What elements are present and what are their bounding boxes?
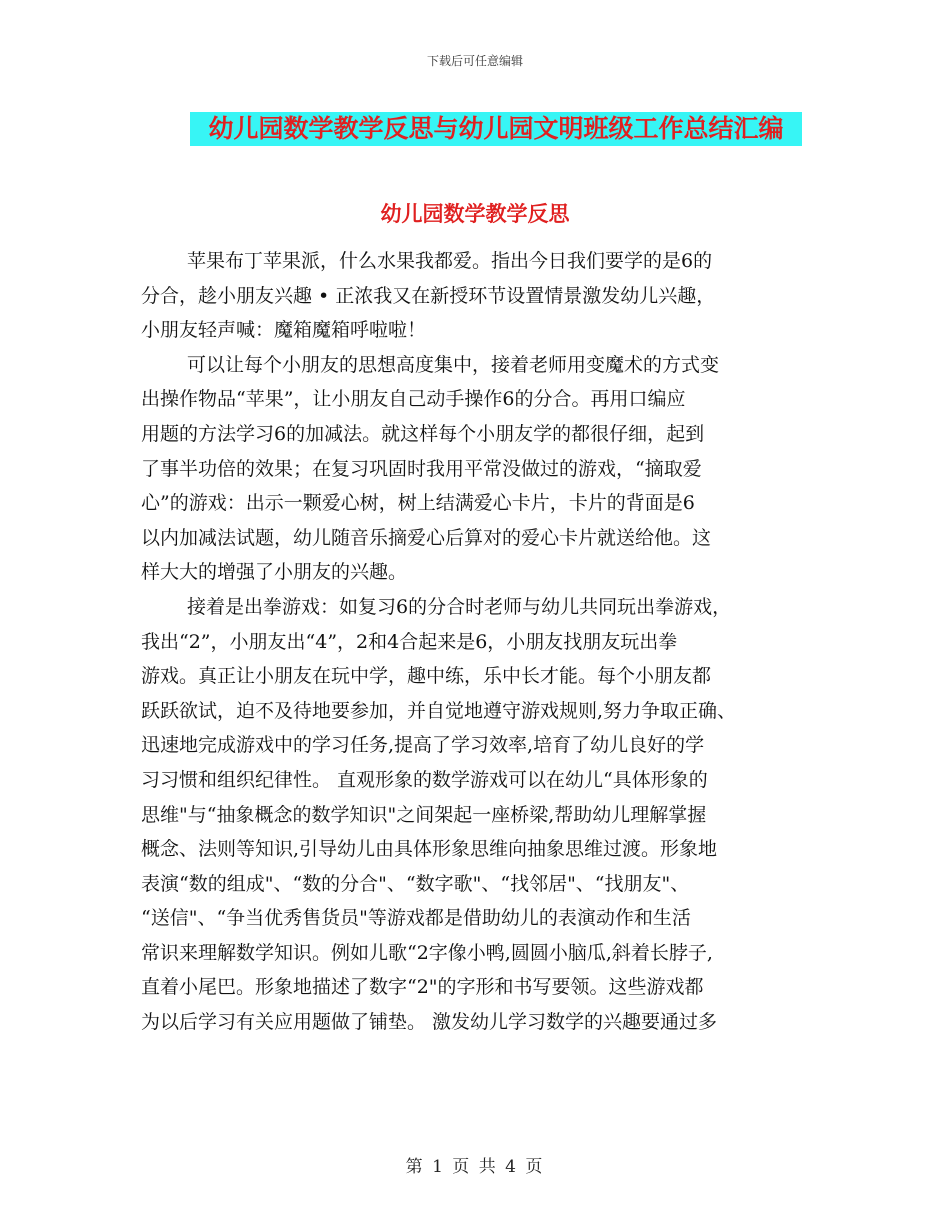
text-line: “送信"、“争当优秀售货员"等游戏都是借助幼儿的表演动作和生活 — [141, 907, 691, 930]
page-header-note: 下载后可任意编辑 — [426, 54, 523, 68]
document-title: 幼儿园数学教学反思与幼儿园文明班级工作总结汇编 — [190, 112, 802, 146]
body-text — [141, 244, 821, 1040]
page-number: 第 1 页 共 4 页 — [405, 1157, 545, 1177]
text-line: 思维"与“抽象概念的数学知识"之间架起一座桥梁,帮助幼儿理解掌握 — [141, 803, 707, 826]
text-line: 常识来理解数学知识。例如儿歌“2字像小鸭,圆圆小脑瓜,斜着长脖子, — [141, 941, 713, 964]
text-line: 了事半功倍的效果；在复习巩固时我用平常没做过的游戏，“摘取爱 — [141, 457, 702, 480]
text-line: 接着是出拳游戏：如复习6的分合时老师与幼儿共同玩出拳游戏， — [187, 595, 732, 618]
text-line: 用题的方法学习6的加减法。就这样每个小朋友学的都很仔细，起到 — [141, 422, 705, 445]
text-line: 可以让每个小朋友的思想高度集中，接着老师用变魔术的方式变 — [187, 353, 720, 376]
text-line: 表演“数的组成"、“数的分合"、“数字歌"、“找邻居"、“找朋友"、 — [141, 872, 690, 895]
text-line: 我出“2”，小朋友出“4”，2和4合起来是6，小朋友找朋友玩出拳 — [141, 630, 678, 653]
text-line: 迅速地完成游戏中的学习任务,提高了学习效率,培育了幼儿良好的学 — [141, 734, 705, 757]
text-line: 样大大的增强了小朋友的兴趣。 — [141, 561, 408, 584]
text-line: 为以后学习有关应用题做了铺垫。 激发幼儿学习数学的兴趣要通过多 — [141, 1011, 718, 1034]
text-line: 苹果布丁苹果派，什么水果我都爱。指出今日我们要学的是6的 — [187, 250, 713, 272]
text-line: 心”的游戏：出示一颗爱心树，树上结满爱心卡片，卡片的背面是6 — [141, 492, 695, 515]
text-line: 分合，趁小朋友兴趣 • 正浓我又在新授环节设置情景激发幼儿兴趣， — [141, 284, 716, 307]
text-line: 以内加减法试题，幼儿随音乐摘爱心后算对的爱心卡片就送给他。这 — [141, 526, 712, 549]
text-line: 出操作物品“苹果”，让小朋友自己动手操作6的分合。再用口编应 — [141, 388, 686, 411]
text-line: 小朋友轻声喊：魔箱魔箱呼啦啦！ — [141, 319, 427, 342]
text-line: 概念、法则等知识,引导幼儿由具体形象思维向抽象思维过渡。形象地 — [141, 838, 718, 861]
text-line: 跃跃欲试，迫不及待地要参加，并自觉地遵守游戏规则,努力争取正确、 — [141, 699, 737, 722]
text-line: 游戏。真正让小朋友在玩中学，趣中练，乐中长才能。每个小朋友都 — [141, 665, 712, 688]
section-title: 幼儿园数学教学反思 — [380, 202, 570, 226]
text-line: 习习惯和组织纪律性。 直观形象的数学游戏可以在幼儿“具体形象的 — [141, 768, 708, 791]
text-line: 直着小尾巴。形象地描述了数字“2"的字形和书写要领。这些游戏都 — [141, 976, 704, 999]
